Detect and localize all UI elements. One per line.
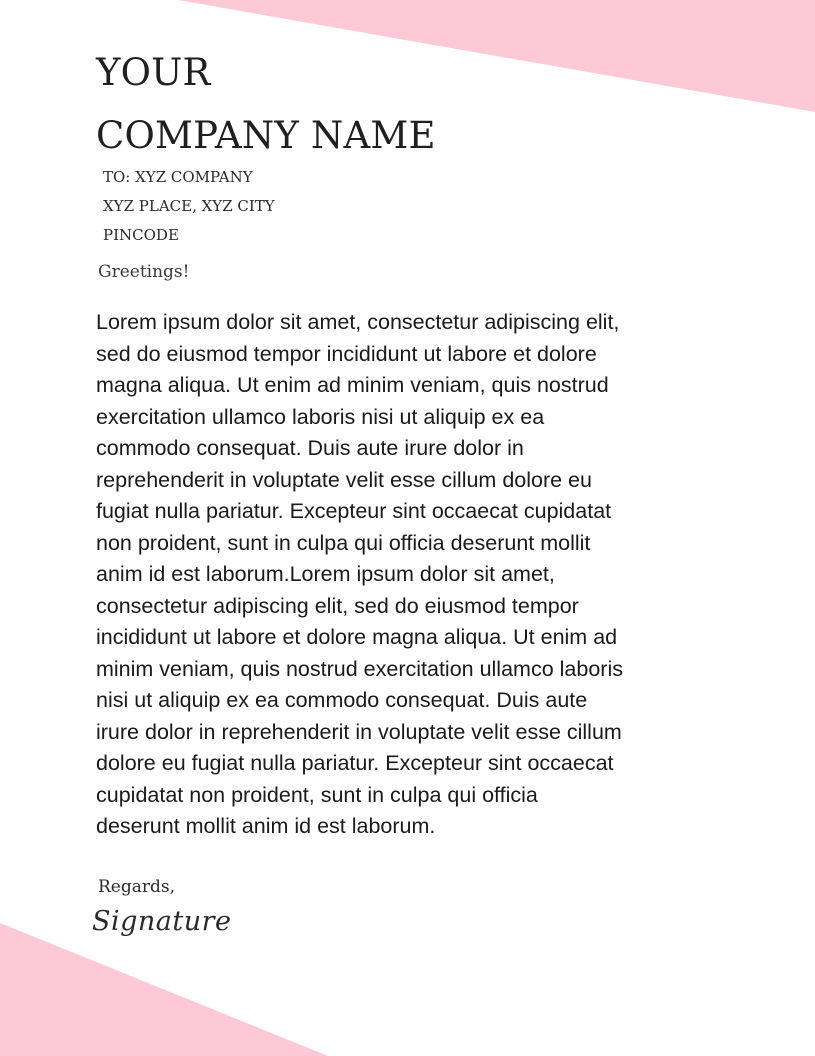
bottom-left-pink-shape: [0, 923, 328, 1056]
body-line: commodo consequat. Duis aute irure dolor in: [96, 436, 524, 460]
greeting: Greetings!: [98, 262, 190, 282]
closing: Regards,: [98, 877, 176, 897]
body-line: magna aliqua. Ut enim ad minim veniam, quis nostrud: [96, 373, 609, 397]
body-line: sed do eiusmod tempor incididunt ut labore et dolore: [96, 341, 597, 366]
body-line: non proident, sunt in culpa qui officia deserunt mollit: [96, 530, 591, 555]
body-line: deserunt mollit anim id est laborum.: [96, 814, 436, 838]
letter-body: [96, 307, 726, 843]
top-right-pink-shape: [178, 0, 815, 112]
body-line: Lorem ipsum dolor sit amet, consectetur adipiscing elit,: [96, 310, 620, 334]
recipient-address: [103, 163, 275, 250]
body-line: cupidatat non proident, sunt in culpa qui officia: [96, 782, 538, 807]
body-line: minim veniam, quis nostrud exercitation ullamco laboris: [96, 656, 623, 681]
company-name-line-1: YOUR: [96, 51, 211, 94]
body-line: incididunt ut labore et dolore magna aliqua. Ut enim ad: [96, 625, 618, 649]
body-line: fugiat nulla pariatur. Excepteur sint occaecat cupidatat: [96, 499, 612, 523]
body-line: irure dolor in reprehenderit in voluptate velit esse cillum: [96, 719, 622, 744]
body-line: anim id est laborum.Lorem ipsum dolor sit amet,: [96, 562, 555, 586]
signature: Signature: [92, 906, 232, 937]
recipient-line: TO: XYZ COMPANY: [103, 168, 253, 186]
body-line: nisi ut aliquip ex ea commodo consequat. Duis aute: [96, 688, 588, 712]
body-line: consectetur adipiscing elit, sed do eiusmod tempor: [96, 593, 579, 618]
company-name-line-2: COMPANY NAME: [96, 114, 436, 157]
body-line: dolore eu fugiat nulla pariatur. Excepteur sint occaecat: [96, 751, 614, 775]
body-line: exercitation ullamco laboris nisi ut aliquip ex ea: [96, 404, 545, 429]
recipient-line: XYZ PLACE, XYZ CITY: [103, 197, 275, 215]
body-line: reprehenderit in voluptate velit esse cillum dolore eu: [96, 467, 592, 492]
recipient-line: PINCODE: [103, 226, 179, 244]
